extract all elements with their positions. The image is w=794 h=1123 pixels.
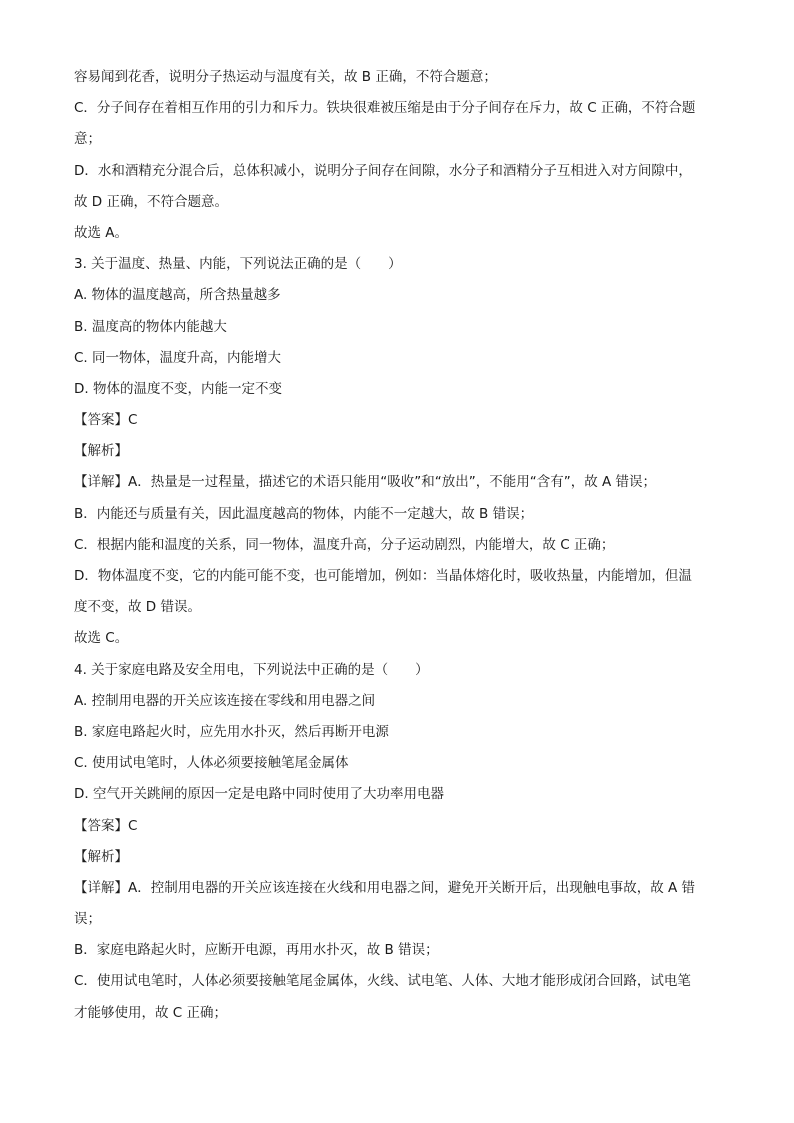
question-3-stem: 3. 关于温度、热量、内能，下列说法正确的是（ ） (74, 256, 402, 273)
text-line: D．水和酒精充分混合后，总体积减小，说明分子间存在间隙，水分子和酒精分子互相进入对方间隙中， (74, 162, 692, 179)
text-line: 容易闻到花香，说明分子热运动与温度有关，故 B 正确，不符合题意； (74, 69, 497, 85)
text-line: 故选 A。 (74, 224, 129, 241)
page-content (74, 62, 724, 1029)
text-line: 【详解】A．控制用电器的开关应该连接在火线和用电器之间，避免开关断开后，出现触电事故，故 A 错 (74, 879, 696, 896)
text-line: B．内能还与质量有关，因此温度越高的物体，内能不一定越大，故 B 错误； (74, 505, 534, 522)
text-line: 故 D 正确，不符合题意。 (74, 193, 228, 210)
question-3-answer: 【答案】C (74, 412, 138, 429)
question-4-option-c: C. 使用试电笔时，人体必须要接触笔尾金属体 (74, 755, 349, 772)
question-3-option-b: B. 温度高的物体内能越大 (74, 318, 227, 335)
text-line: B．家庭电路起火时，应断开电源，再用水扑灭，故 B 错误； (74, 942, 439, 959)
text-line: 度不变，故 D 错误。 (74, 599, 201, 616)
question-3-analysis-heading: 【解析】 (74, 443, 128, 460)
question-4-stem: 4. 关于家庭电路及安全用电，下列说法中正确的是（ ） (74, 661, 429, 678)
text-line: 误； (74, 911, 101, 928)
text-line: C．根据内能和温度的关系，同一物体，温度升高，分子运动剧烈，内能增大，故 C 正确； (74, 536, 615, 553)
question-4-answer: 【答案】C (74, 817, 138, 834)
text-line: 意； (74, 131, 101, 148)
question-4-option-a: A. 控制用电器的开关应该连接在零线和用电器之间 (74, 692, 376, 709)
question-3-option-a: A. 物体的温度越高，所含热量越多 (74, 287, 281, 304)
question-4-option-d: D. 空气开关跳闸的原因一定是电路中同时使用了大功率用电器 (74, 786, 444, 803)
question-3-option-c: C. 同一物体，温度升高，内能增大 (74, 349, 282, 366)
text-line: D．物体温度不变，它的内能可能不变，也可能增加，例如：当晶体熔化时，吸收热量，内能增加，但温 (74, 568, 692, 584)
question-3-option-d: D. 物体的温度不变，内能一定不变 (74, 380, 282, 397)
text-line: C．使用试电笔时，人体必须要接触笔尾金属体，火线、试电笔、人体、大地才能形成闭合回路，试电笔 (74, 973, 691, 990)
text-line: 故选 C。 (74, 630, 129, 647)
question-4-option-b: B. 家庭电路起火时，应先用水扑灭，然后再断开电源 (74, 723, 389, 740)
question-4-analysis-heading: 【解析】 (74, 848, 128, 865)
text-line: 才能够使用，故 C 正确； (74, 1004, 228, 1021)
text-line: 【详解】A．热量是一过程量，描述它的术语只能用“吸收”和“放出”，不能用“含有”，故 A 错误； (74, 474, 657, 491)
text-line: C．分子间存在着相互作用的引力和斥力。铁块很难被压缩是由于分子间存在斥力，故 C 正确，不符合题 (74, 100, 696, 117)
